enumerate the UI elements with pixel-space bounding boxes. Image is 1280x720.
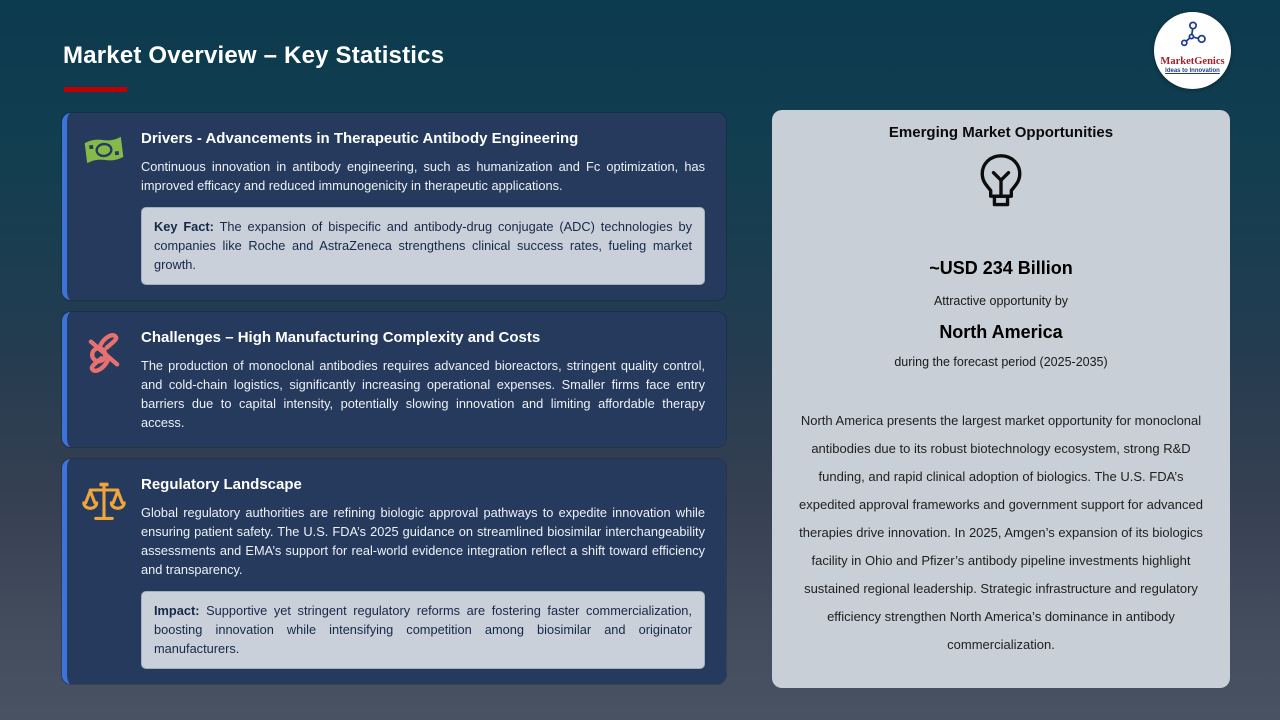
opportunity-region: North America — [939, 322, 1063, 342]
key-fact-text: Key Fact: The expansion of bispecific and antibody-drug conjugate (ADC) technologies by companies like Roche and AstraZeneca strengthens clinical success rates, fueling market growth. — [154, 219, 693, 272]
drivers-card — [62, 113, 726, 300]
opportunity-value: ~USD 234 Billion — [929, 258, 1073, 278]
page-title: Market Overview – Key Statistics — [63, 42, 445, 69]
key-fact-box — [141, 207, 705, 285]
card-body: The production of monoclonal antibodies requires advanced bioreactors, stringent quality control, and cold-chain logistics, significantly increasing operational expenses. Smaller firms face entry barriers due to capital intensity, potentially slowing innovation and limiting affordable therapy access. — [141, 358, 705, 430]
impact-label: Impact: — [154, 603, 200, 618]
card-body: Global regulatory authorities are refining biologic approval pathways to expedite innovation while ensuring patient safety. The U.S. FDA’s 2025 guidance on streamlined biosimilar interchangeability assessments and EMA’s support for real-world evidence integration reflect a shift toward efficiency and transparency. — [141, 505, 705, 577]
impact-box — [141, 591, 705, 669]
key-fact-label: Key Fact: — [154, 219, 214, 234]
lightbulb-icon — [798, 152, 1204, 214]
card-title: Challenges – High Manufacturing Complexity and Costs — [141, 329, 541, 346]
card-title: Drivers - Advancements in Therapeutic Antibody Engineering — [141, 130, 579, 147]
card-title: Regulatory Landscape — [141, 476, 302, 493]
broken-link-icon — [67, 329, 141, 432]
title-underline — [64, 87, 127, 92]
scales-icon — [67, 476, 141, 669]
opportunity-subtitle: Attractive opportunity by — [933, 294, 1069, 308]
opportunity-description: North America presents the largest market opportunity for monoclonal antibodies due to its robust biotechnology ecosystem, strong R&D funding, and rapid clinical adoption of biologics. The U.S. FDA’s expedited approval frameworks and government support for advanced therapies drive innovation. In 2025, Amgen’s expansion of its biologics facility in Ohio and Pfizer’s antibody pipeline investments highlight sustained regional leadership. Strategic infrastructure and regulatory efficiency strengthen North America’s dominance in antibody commercialization. — [799, 413, 1203, 652]
molecule-icon — [1177, 20, 1209, 50]
challenges-card — [62, 312, 726, 447]
opportunity-panel — [772, 110, 1230, 688]
opportunity-title: Emerging Market Opportunities — [888, 124, 1114, 141]
money-icon — [67, 130, 141, 285]
card-body: Continuous innovation in antibody engineering, such as humanization and Fc optimization, has improved efficacy and reduced immunogenicity in therapeutic applications. — [141, 159, 705, 193]
opportunity-period: during the forecast period (2025-2035) — [894, 355, 1108, 369]
statistics-column — [62, 113, 726, 684]
brand-tagline: Ideas to Innovation — [1165, 68, 1220, 74]
regulatory-card — [62, 459, 726, 684]
brand-name: MarketGenics — [1160, 56, 1225, 67]
logo — [1154, 12, 1231, 89]
impact-text: Impact: Supportive yet stringent regulatory reforms are fostering faster commercialization, boosting innovation while intensifying competition among biosimilar and originator manufacturers. — [154, 603, 692, 656]
